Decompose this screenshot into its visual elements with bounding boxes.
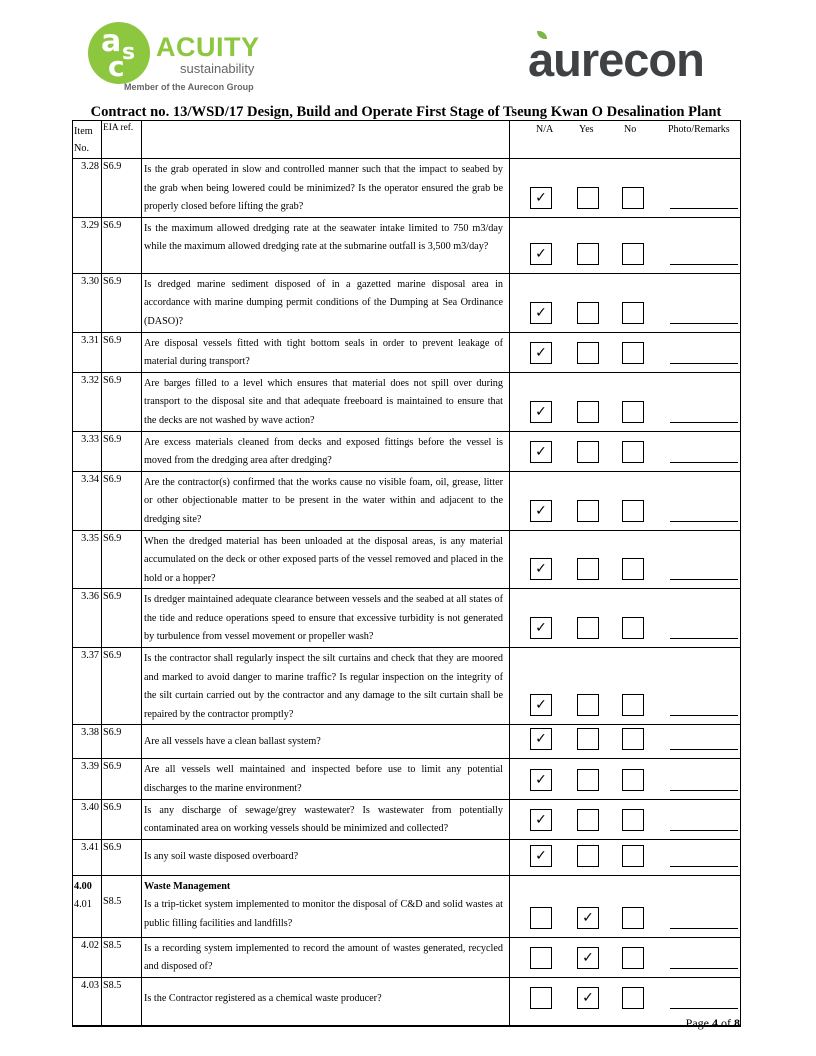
table-row [73,759,741,799]
na-checkbox[interactable]: ✓ [530,617,552,639]
na-checkbox[interactable]: ✓ [530,769,552,791]
row-description: Is the contractor shall regularly inspect the silt curtains and check that they are moored and marked to avoid danger to marine traffic? Is regular inspection on the integrity of the silt curtain carried out by the contractor and any damage to the silt curtain shall be repaired by the contractor promptly? [142,648,510,725]
row-description: Is any soil waste disposed overboard? [142,839,510,875]
na-checkbox[interactable]: ✓ [530,342,552,364]
row-item-no: 3.30 [73,273,102,332]
acuity-tagline: sustainability [180,61,255,76]
no-checkbox[interactable] [622,617,644,639]
row-description: Is the Contractor registered as a chemical waste producer? [142,978,510,1026]
row-eia-ref: S6.9 [102,725,142,759]
row-eia-ref: S6.9 [102,759,142,799]
row-item-no: 3.41 [73,839,102,875]
document-title: Contract no. 13/WSD/17 Design, Build and Operate First Stage of Tseung Kwan O Desalination Plant [90,104,722,120]
yes-checkbox[interactable] [577,401,599,423]
na-checkbox[interactable]: ✓ [530,500,552,522]
remarks-field[interactable] [670,790,738,791]
subitem-number: 4.01 [74,899,92,911]
no-checkbox[interactable] [622,441,644,463]
no-checkbox[interactable] [622,947,644,969]
yes-checkbox[interactable] [577,441,599,463]
no-checkbox[interactable] [622,987,644,1009]
acuity-member-text: Member of the Aurecon Group [124,82,254,92]
row-item-no [73,875,102,937]
acuity-logo [86,22,286,94]
row-description: When the dredged material has been unloaded at the disposal areas, is any material accumulated on the deck or other exposed parts of the vessel removed and placed in the hold or a hopper? [142,530,510,589]
row-eia-ref: S8.5 [102,875,142,937]
remarks-field[interactable] [670,968,738,969]
row-checks [510,725,741,759]
header-description [142,121,510,159]
na-checkbox[interactable]: ✓ [530,441,552,463]
na-checkbox[interactable]: ✓ [530,558,552,580]
row-description: Is any discharge of sewage/grey wastewater? Is wastewater from potentially contaminated area on working vessels should be minimized and collected? [142,799,510,839]
table-row [73,875,741,937]
remarks-field[interactable] [670,579,738,580]
table-row [73,431,741,471]
row-description: Are barges filled to a level which ensures that material does not spill over during transport to the disposal site and that adequate freeboard is maintained to ensure that the decks are not washed by wave action? [142,372,510,431]
row-description: Is the grab operated in slow and controlled manner such that the impact to seabed by the grab when being lowered could be minimized? Is the operator ensured the grab be properly closed before lifting the grab? [142,159,510,218]
table-row [73,273,741,332]
row-eia-ref: S6.9 [102,431,142,471]
row-eia-ref: S6.9 [102,159,142,218]
section-heading: Waste Management [144,880,231,892]
table-row [73,372,741,431]
row-description: Are excess materials cleaned from decks and exposed fittings before the vessel is moved from the dredging area after dredging? [142,431,510,471]
no-checkbox[interactable] [622,558,644,580]
row-eia-ref: S6.9 [102,372,142,431]
row-checks [510,937,741,977]
yes-checkbox[interactable] [577,728,599,750]
yes-checkbox[interactable] [577,845,599,867]
no-checkbox[interactable] [622,694,644,716]
row-description: Is dredged marine sediment disposed of in a gazetted marine disposal area in accordance with marine dumping permit conditions of the Dumping at Sea Ordinance (DASO)? [142,273,510,332]
row-checks [510,589,741,648]
yes-checkbox[interactable]: ✓ [577,907,599,929]
yes-checkbox[interactable] [577,558,599,580]
row-item-no: 3.28 [73,159,102,218]
row-item-no: 3.37 [73,648,102,725]
yes-checkbox[interactable] [577,694,599,716]
no-checkbox[interactable] [622,243,644,265]
row-eia-ref: S6.9 [102,332,142,372]
row-description: Are the contractor(s) confirmed that the works cause no visible foam, oil, grease, litter or other objectionable matter to be present in the water within and adjacent to the dredging site? [142,471,510,530]
row-eia-ref: S8.5 [102,937,142,977]
no-checkbox[interactable] [622,187,644,209]
no-checkbox[interactable] [622,845,644,867]
no-checkbox[interactable] [622,728,644,750]
row-eia-ref: S6.9 [102,471,142,530]
table-row [73,978,741,1026]
row-item-no: 3.39 [73,759,102,799]
yes-checkbox[interactable] [577,500,599,522]
row-checks [510,875,741,937]
no-checkbox[interactable] [622,302,644,324]
row-checks [510,839,741,875]
row-eia-ref: S6.9 [102,839,142,875]
row-item-no: 3.36 [73,589,102,648]
remarks-field[interactable] [670,363,738,364]
row-checks [510,217,741,273]
row-item-no: 3.33 [73,431,102,471]
row-checks [510,799,741,839]
remarks-field[interactable] [670,638,738,639]
remarks-field[interactable] [670,208,738,209]
table-header-row [73,121,741,159]
yes-checkbox[interactable] [577,342,599,364]
table-row [73,332,741,372]
remarks-field[interactable] [670,521,738,522]
row-description: Are all vessels have a clean ballast system? [142,725,510,759]
header-checks [510,121,741,159]
row-checks [510,431,741,471]
row-description: Are disposal vessels fitted with tight bottom seals in order to prevent leakage of material during transport? [142,332,510,372]
no-checkbox[interactable] [622,809,644,831]
row-checks [510,471,741,530]
page-number [686,1016,740,1031]
yes-checkbox[interactable] [577,243,599,265]
header-item: Item No. [73,121,102,159]
na-checkbox[interactable] [530,947,552,969]
no-checkbox[interactable] [622,907,644,929]
yes-checkbox[interactable] [577,187,599,209]
row-eia-ref: S6.9 [102,648,142,725]
row-eia-ref: S6.9 [102,799,142,839]
na-checkbox[interactable]: ✓ [530,401,552,423]
header-na: N/A [536,124,554,135]
row-eia-ref: S8.5 [102,978,142,1026]
remarks-field[interactable] [670,1008,738,1009]
table-row [73,217,741,273]
row-item-no: 3.34 [73,471,102,530]
header-yes: Yes [579,124,594,135]
yes-checkbox[interactable]: ✓ [577,987,599,1009]
row-description: Is dredger maintained adequate clearance between vessels and the seabed at all states of the tide and reduce operations speed to ensure that excessive turbidity is not generated by turbulence from vessel movement or propeller wash? [142,589,510,648]
row-item-no: 4.02 [73,937,102,977]
na-checkbox[interactable]: ✓ [530,302,552,324]
row-checks [510,159,741,218]
row-description: Is a recording system implemented to record the amount of wastes generated, recycled and disposed of? [142,937,510,977]
table-row [73,471,741,530]
page-separator: of [718,1016,734,1030]
remarks-field[interactable] [670,928,738,929]
header-no: No [624,124,637,135]
row-item-no: 3.40 [73,799,102,839]
header-eia-ref: EIA ref. [102,121,142,159]
acuity-emblem-icon: a s c [88,22,150,84]
row-checks [510,530,741,589]
aurecon-logo [528,34,733,86]
no-checkbox[interactable] [622,401,644,423]
row-item-no: 3.38 [73,725,102,759]
row-item-no: 3.31 [73,332,102,372]
page-current: 4 [712,1016,718,1030]
table-row [73,159,741,218]
yes-checkbox[interactable] [577,809,599,831]
na-checkbox[interactable]: ✓ [530,728,552,750]
remarks-field[interactable] [670,462,738,463]
na-checkbox[interactable]: ✓ [530,187,552,209]
na-checkbox[interactable]: ✓ [530,694,552,716]
table-row [73,648,741,725]
row-description [142,875,510,937]
row-description: Are all vessels well maintained and inspected before use to limit any potential discharges to the marine environment? [142,759,510,799]
no-checkbox[interactable] [622,342,644,364]
row-eia-ref: S6.9 [102,530,142,589]
table-row [73,725,741,759]
na-checkbox[interactable] [530,987,552,1009]
row-eia-ref: S6.9 [102,273,142,332]
page-prefix: Page [685,1016,712,1030]
acuity-name: ACUITY [156,32,260,62]
row-eia-ref: S6.9 [102,217,142,273]
table-row [73,937,741,977]
na-checkbox[interactable] [530,907,552,929]
row-item-no: 3.29 [73,217,102,273]
checklist-table [72,120,741,1027]
no-checkbox[interactable] [622,500,644,522]
row-checks [510,759,741,799]
row-checks [510,648,741,725]
remarks-field[interactable] [670,422,738,423]
row-item-no: 4.03 [73,978,102,1026]
no-checkbox[interactable] [622,769,644,791]
row-eia-ref: S6.9 [102,589,142,648]
yes-checkbox[interactable] [577,617,599,639]
na-checkbox[interactable]: ✓ [530,845,552,867]
na-checkbox[interactable]: ✓ [530,809,552,831]
table-row [73,589,741,648]
row-checks [510,332,741,372]
remarks-field[interactable] [670,264,738,265]
header-remarks: Photo/Remarks [668,124,730,135]
yes-checkbox[interactable]: ✓ [577,947,599,969]
table-row [73,530,741,589]
remarks-field[interactable] [670,830,738,831]
section-number: 4.00 [74,880,92,892]
row-item-no: 3.32 [73,372,102,431]
row-item-no: 3.35 [73,530,102,589]
row-description: Is the maximum allowed dredging rate at the seawater intake limited to 750 m3/day while the maximum allowed dredging rate at the submarine outfall is 3,500 m3/day? [142,217,510,273]
remarks-field[interactable] [670,866,738,867]
table-row [73,839,741,875]
remarks-field[interactable] [670,749,738,750]
yes-checkbox[interactable] [577,302,599,324]
remarks-field[interactable] [670,323,738,324]
section-item-description: Is a trip-ticket system implemented to monitor the disposal of C&D and solid wastes at public filling facilities and landfills? [144,899,503,929]
page-total: 8 [734,1016,740,1030]
row-checks [510,273,741,332]
row-checks [510,372,741,431]
aurecon-name: aurecon [528,33,704,86]
na-checkbox[interactable]: ✓ [530,243,552,265]
remarks-field[interactable] [670,715,738,716]
yes-checkbox[interactable] [577,769,599,791]
table-row [73,799,741,839]
